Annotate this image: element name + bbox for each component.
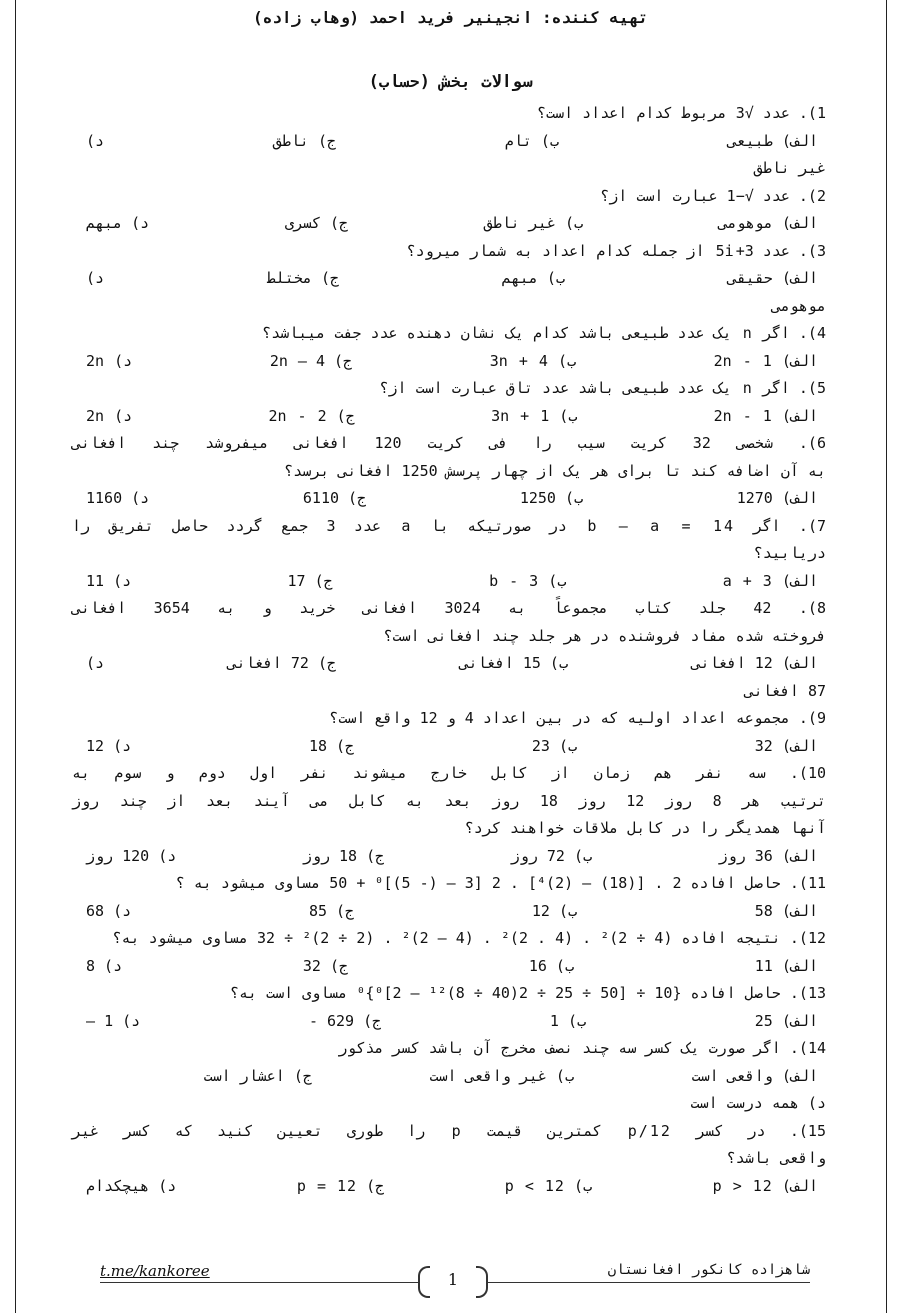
options-row [72, 953, 826, 981]
question-line: 9). مجموعه اعداد اولیه که در بین اعداد 4 و 12 واقع است؟ [329, 709, 826, 727]
option-item: د) 1160 [86, 489, 150, 507]
option-item: الف) 32 [754, 736, 818, 755]
question-line: فروخته شده مفاد فروشنده در هر جلد چند افغانی است؟ [383, 626, 826, 645]
option-item: ب) مبهم [501, 269, 565, 287]
page-number: 1 [418, 1266, 488, 1294]
option-item: ب) 3n + 1 [491, 406, 578, 425]
option-item: الف) طبیعی [727, 131, 818, 150]
option-item: ب) 72 روز [510, 846, 593, 865]
option-item: الف) p > 12 [712, 1176, 818, 1195]
question-line: 3). عدد 3+5i از جمله کدام اعداد به شمار میرود؟ [406, 241, 826, 260]
option-item: ج) 17 [287, 571, 333, 590]
question-line: د) همه درست است [690, 1094, 826, 1112]
option-item: ج) 18 روز [302, 846, 385, 865]
question-list [72, 100, 826, 1200]
option-item: الف) 12 افغانی [691, 654, 818, 672]
question-line: 7). اگر b – a = 14 در صورتیکه با a عدد 3 جمع گردد حاصل تفریق را [72, 516, 827, 535]
option-item: د) هیچکدام [86, 1176, 177, 1195]
question-line: غیر ناطق [753, 159, 826, 177]
question-line: موهومی [771, 296, 826, 315]
option-item: الف) 36 روز [718, 846, 818, 865]
option-item: ج) مختلط [266, 269, 340, 287]
option-item: الف) 1270 [736, 489, 818, 507]
page-footer [100, 1262, 810, 1294]
footer-caption: شاهزاده کانکور افغانستان [607, 1262, 810, 1278]
option-item: د) 11 [86, 571, 132, 590]
option-item: الف) 11 [754, 956, 818, 975]
option-item: ج) 72 افغانی [227, 654, 337, 672]
option-item: ج) 4 – 2n [269, 351, 353, 370]
question-line: واقعی باشد؟ [726, 1149, 826, 1167]
options-row [72, 265, 826, 293]
option-item: الف) 25 [754, 1011, 818, 1030]
options-row [72, 1008, 826, 1036]
option-item: ج) اعشار است [203, 1066, 312, 1085]
question-line: دریابید؟ [753, 544, 826, 562]
option-item: الف) حقیقی [727, 269, 818, 287]
option-item: الف) واقعی است [691, 1066, 818, 1085]
question-line: آنها همدیگر را در کابل ملاقات خواهند کرد؟ [464, 819, 826, 837]
question-line: 2). عدد √−1 عبارت است از؟ [600, 186, 826, 205]
option-item: ج) p = 12 [296, 1176, 385, 1195]
option-item: د) [86, 131, 105, 150]
option-item: ج) 6110 [302, 489, 367, 507]
question-line: 11). حاصل افاده 2 . [(18) – (2)⁴] . 2 [3 – (- 5)]⁰ + 50 مساوی میشود به ؟ [175, 874, 826, 892]
option-item: ب) تام [504, 131, 559, 150]
question-line: 14). اگر صورت یک کسر سه چند نصف مخرج آن باشد کسر مذکور [338, 1039, 826, 1057]
options-row [72, 485, 826, 513]
option-item: ب) 3n + 4 [489, 351, 577, 370]
options-row [72, 650, 826, 678]
options-row [72, 568, 826, 596]
question-line: 15). در کسر p/12 کمترین قیمت p را طوری تعیین کنید که کسر غیر [72, 1121, 826, 1140]
option-item: ج) 32 [302, 956, 349, 975]
option-item: ب) 23 [531, 736, 578, 755]
question-line: به آن اضافه کند تا برای هر یک از چهار پرسش 1250 افغانی برسد؟ [284, 461, 826, 480]
options-row [72, 843, 826, 871]
option-item: ب) 1 [549, 1011, 587, 1030]
options-row [72, 898, 826, 926]
option-item: د) 8 [86, 956, 123, 975]
options-row [72, 733, 826, 761]
question-line: 13). حاصل افاده {10 ÷ [50 ÷ 25 ÷ 2(40 ÷ 8)¹² – 2]⁰}⁰ مساوی است به؟ [229, 984, 826, 1002]
question-line: ترتیب هر 8 روز 12 روز 18 روز بعد به کابل می آیند بعد از چند روز [72, 791, 827, 810]
option-item: د) مبهم [86, 214, 150, 232]
option-item: ج) 2n - 2 [268, 406, 355, 425]
page-header: تهیه کننده: انجینیر فرید احمد (وهاب زاده) [253, 8, 648, 27]
option-item: الف) 58 [754, 901, 818, 920]
option-item: ب) 12 [531, 901, 578, 920]
options-row [72, 1173, 826, 1201]
question-line: 5). اگر n یک عدد طبیعی باشد عدد تاق عبارت است از؟ [379, 379, 826, 397]
question-line: 10). سه نفر هم زمان از کابل خارج میشوند نفر اول دوم و سوم به [72, 764, 826, 782]
option-item: الف) موهومی [718, 214, 818, 232]
option-item: د) [86, 269, 105, 287]
option-item: الف) 2n - 1 [713, 351, 818, 370]
option-item: ب) 1250 [519, 489, 584, 507]
option-item: د) 68 [86, 901, 132, 920]
options-row [72, 128, 826, 156]
option-item: ج) 18 [308, 736, 355, 755]
question-line: 6). شخصی 32 کریت سیب را فی کریت 120 افغانی میفروشد چند افغانی [72, 434, 826, 452]
options-row [72, 348, 826, 376]
footer-link[interactable]: t.me/kankoree [100, 1262, 210, 1280]
options-row [72, 403, 826, 431]
options-row [72, 210, 826, 238]
option-item: ج) 85 [308, 901, 355, 920]
option-item: الف) 2n - 1 [713, 406, 818, 425]
option-item: د) 120 روز [86, 846, 177, 865]
option-item: ب) 15 افغانی [459, 654, 568, 672]
question-line: 12). نتیجه افاده (4 ÷ 2)² . (4 . 2)² . (4 – 2)² . (2 ÷ 2)² ÷ 32 مساوی میشود به؟ [112, 929, 826, 947]
option-item: د) 12 [86, 736, 132, 755]
option-item: ب) p < 12 [504, 1176, 593, 1195]
option-item: د) 2n [86, 406, 133, 425]
option-item: الف) a + 3 [722, 571, 818, 590]
option-item: د) 1 – [86, 1011, 141, 1030]
question-line: 4). اگر n یک عدد طبیعی باشد کدام یک نشان دهنده عدد جفت میباشد؟ [262, 324, 826, 342]
option-item: د) [86, 654, 105, 672]
question-line: 8). 42 جلد کتاب مجموعاً به 3024 افغانی خرید و به 3654 افغانی [72, 599, 826, 617]
question-line: 87 افغانی [744, 681, 826, 700]
option-item: ج) ناطق [272, 131, 337, 150]
options-row [72, 1063, 826, 1091]
option-item: ب) غیر ناطق [483, 214, 584, 232]
question-line: 1). عدد √3 مربوط کدام اعداد است؟ [537, 104, 826, 122]
option-item: ج) 629 - [308, 1011, 382, 1030]
option-item: د) 2n [86, 351, 133, 370]
section-title: سوالات بخش (حساب) [368, 72, 533, 92]
option-item: ب) 16 [528, 956, 574, 975]
option-item: ج) کسری [284, 214, 349, 232]
option-item: ب) غیر واقعی است [429, 1066, 574, 1085]
option-item: ب) b - 3 [489, 571, 567, 590]
